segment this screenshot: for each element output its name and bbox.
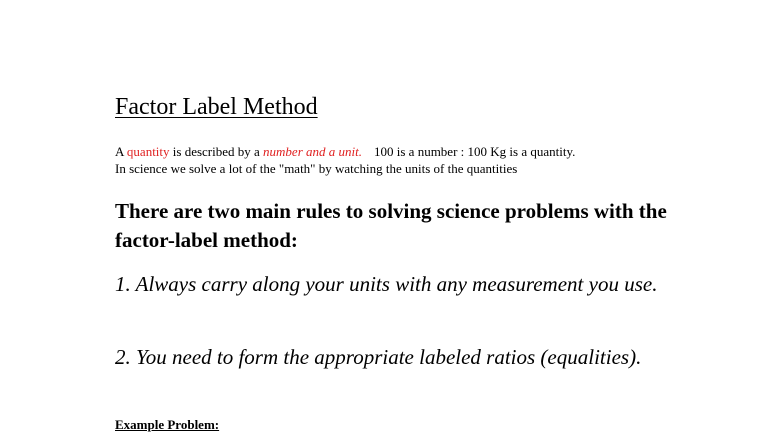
intro-prefix: A	[115, 144, 127, 159]
page-title: Factor Label Method	[115, 94, 318, 120]
intro-line-2: In science we solve a lot of the "math" by watching the units of the quantities	[115, 161, 518, 176]
intro-suffix: 100 is a number : 100 Kg is a quantity.	[374, 144, 576, 159]
rule-1: 1. Always carry along your units with any measurement you use.	[115, 272, 658, 296]
example-heading: Example Problem:	[115, 417, 220, 432]
quantity-term: quantity	[126, 144, 170, 159]
intro-line-1	[115, 143, 715, 160]
rule-2: 2. You need to form the appropriate labeled ratios (equalities).	[115, 345, 642, 369]
intro-middle: is described by a	[169, 144, 264, 159]
number-unit-term: number and a unit.	[263, 144, 362, 159]
intro-paragraph	[115, 143, 715, 177]
rules-heading: There are two main rules to solving science problems with the factor-label method:	[115, 199, 667, 252]
